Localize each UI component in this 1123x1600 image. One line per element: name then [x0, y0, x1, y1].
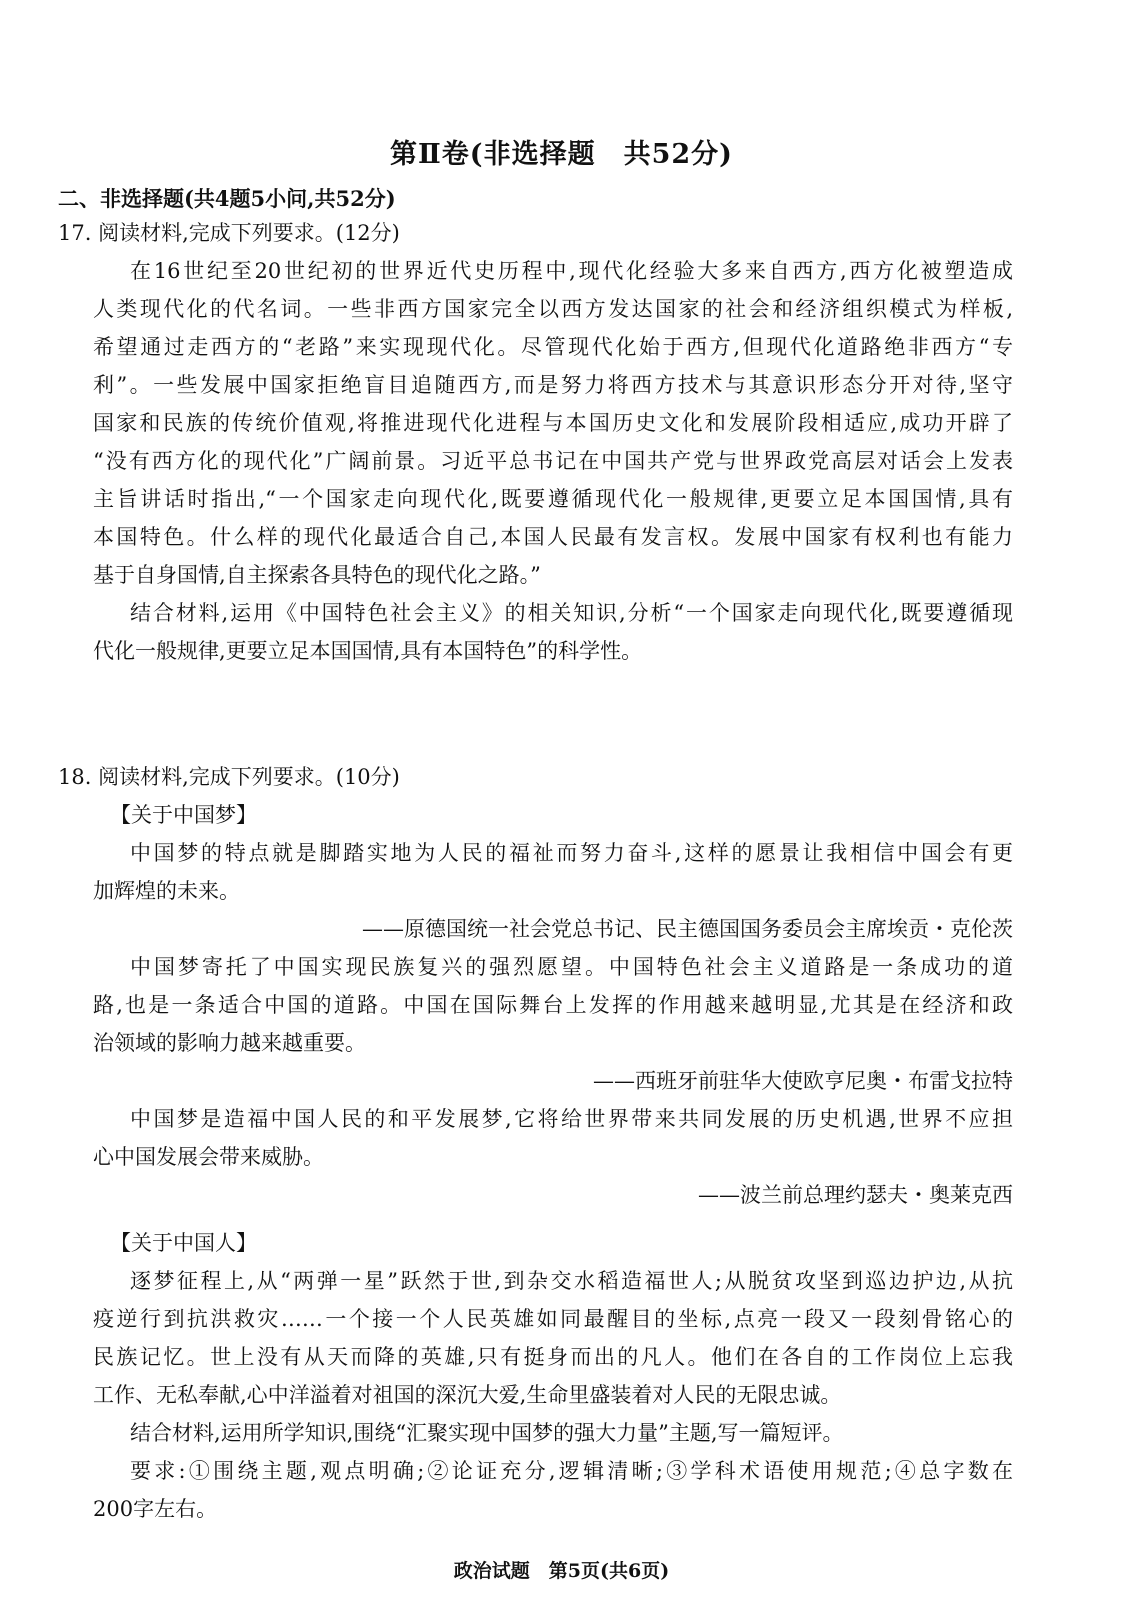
q17-material-line: 利”。一些发展中国家拒绝盲目追随西方,而是努力将西方技术与其意识形态分开对待,坚守 [93, 373, 1013, 397]
q18-quote2-line: 治领域的影响力越来越重要。 [93, 1031, 366, 1055]
q18-quote1-line: 加辉煌的未来。 [93, 879, 240, 903]
q18-people-line: 工作、无私奉献,心中洋溢着对祖国的深沉大爱,生命里盛装着对人民的无限忠诚。 [93, 1383, 842, 1407]
q17-task-line: 结合材料,运用《中国特色社会主义》的相关知识,分析“一个国家走向现代化,既要遵循现 [130, 601, 1013, 625]
q17-material-line: 在16世纪至20世纪初的世界近代史历程中,现代化经验大多来自西方,西方化被塑造成 [130, 259, 1013, 283]
q17-material-line: 基于自身国情,自主探索各具特色的现代化之路。” [93, 563, 541, 587]
q17-material-line: 希望通过走西方的“老路”来实现现代化。尽管现代化始于西方,但现代化道路绝非西方“专 [93, 335, 1013, 359]
q18-quote2-line: 路,也是一条适合中国的道路。中国在国际舞台上发挥的作用越来越明显,尤其是在经济和政 [93, 993, 1013, 1017]
q18-attribution: ——原德国统一社会党总书记、民主德国国务委员会主席埃贡・克伦茨 [362, 917, 1013, 941]
q18-attribution: ——西班牙前驻华大使欧亨尼奥・布雷戈拉特 [593, 1069, 1013, 1093]
q18-requirement-line: 要求:①围绕主题,观点明确;②论证充分,逻辑清晰;③学科术语使用规范;④总字数在 [130, 1459, 1013, 1483]
q17-material-line: 主旨讲话时指出,“一个国家走向现代化,既要遵循现代化一般规律,更要立足本国国情,具有 [93, 487, 1013, 511]
q18-quote3-line: 中国梦是造福中国人民的和平发展梦,它将给世界带来共同发展的历史机遇,世界不应担 [130, 1107, 1013, 1131]
q18-quote3-line: 心中国发展会带来威胁。 [93, 1145, 324, 1169]
heading-about-china-dream: 【关于中国梦】 [110, 803, 257, 827]
section-title: 第Ⅱ卷(非选择题 共52分) [390, 139, 733, 170]
page-footer: 政治试题 第5页(共6页) [453, 1560, 670, 1582]
question-18-stem: 18. 阅读材料,完成下列要求。(10分) [58, 765, 400, 789]
q18-people-line: 逐梦征程上,从“两弹一星”跃然于世,到杂交水稻造福世人;从脱贫攻坚到巡边护边,从抗 [130, 1269, 1013, 1293]
question-17-stem: 17. 阅读材料,完成下列要求。(12分) [58, 221, 400, 245]
q17-material-line: 国家和民族的传统价值观,将推进现代化进程与本国历史文化和发展阶段相适应,成功开辟了 [93, 411, 1013, 435]
part-heading: 二、非选择题(共4题5小问,共52分) [58, 186, 396, 211]
q18-task: 结合材料,运用所学知识,围绕“汇聚实现中国梦的强大力量”主题,写一篇短评。 [130, 1421, 844, 1445]
q17-material-line: “没有西方化的现代化”广阔前景。习近平总书记在中国共产党与世界政党高层对话会上发表 [93, 449, 1013, 473]
q17-material-line: 人类现代化的代名词。一些非西方国家完全以西方发达国家的社会和经济组织模式为样板, [93, 297, 1013, 321]
q17-material-line: 本国特色。什么样的现代化最适合自己,本国人民最有发言权。发展中国家有权利也有能力 [93, 525, 1013, 549]
heading-about-chinese-people: 【关于中国人】 [110, 1231, 257, 1255]
q18-quote2-line: 中国梦寄托了中国实现民族复兴的强烈愿望。中国特色社会主义道路是一条成功的道 [130, 955, 1013, 979]
q17-task-line: 代化一般规律,更要立足本国国情,具有本国特色”的科学性。 [93, 639, 643, 663]
q18-people-line: 民族记忆。世上没有从天而降的英雄,只有挺身而出的凡人。他们在各自的工作岗位上忘我 [93, 1345, 1013, 1369]
q18-attribution: ——波兰前总理约瑟夫・奥莱克西 [698, 1183, 1013, 1207]
q18-requirement-line: 200字左右。 [93, 1497, 218, 1521]
q18-quote1-line: 中国梦的特点就是脚踏实地为人民的福祉而努力奋斗,这样的愿景让我相信中国会有更 [130, 841, 1013, 865]
q18-people-line: 疫逆行到抗洪救灾……一个接一个人民英雄如同最醒目的坐标,点亮一段又一段刻骨铭心的 [93, 1307, 1013, 1331]
